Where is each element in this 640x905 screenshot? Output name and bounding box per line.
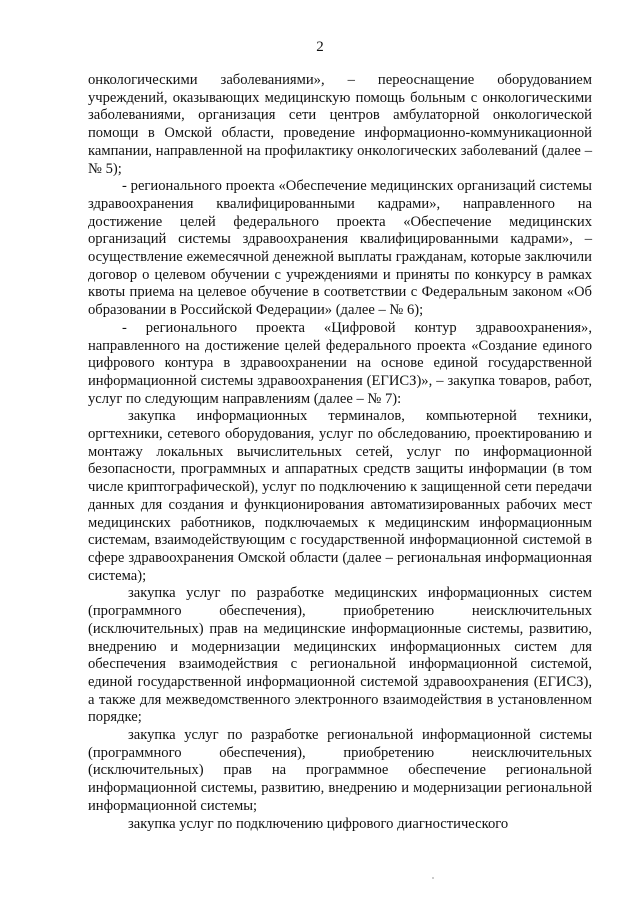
paragraph: закупка информационных терминалов, компьютерной техники, оргтехники, сетевого оборудования, услуг по обследованию, проектированию и монтажу локальных вычислительных сетей, услуг по информационной безопасности, программных и аппаратных средств защиты информации (в том числе криптографической), услуг по подключению к защищенной сети передачи данных для создания и функционирования автоматизированных рабочих мест медицинских работников, подключаемых к медицинским информационным системам, взаимодействующим с государственной информационной системой в сфере здравоохранения Омской области (далее – региональная информационная система);: [88, 408, 592, 584]
paragraph: онкологическими заболеваниями», – переоснащение оборудованием учреждений, оказывающих медицинскую помощь больным с онкологическими заболеваниями, организация сети центров амбулаторной онкологической помощи в Омской области, проведение информационно-коммуникационной кампании, направленной на профилактику онкологических заболеваний (далее – № 5);: [88, 72, 592, 177]
scan-speck: [432, 877, 434, 879]
paragraph: закупка услуг по разработке медицинских информационных систем (программного обеспечения), приобретению неисключительных (исключительных) прав на медицинские информационные системы, развитию, внедрению и модернизации медицинских информационных систем для обеспечения взаимодействия с региональной информационной системой, единой государственной информационной системой здравоохранения (ЕГИСЗ), а также для межведомственного электронного взаимодействия в установленном порядке;: [88, 585, 592, 726]
paragraph: - регионального проекта «Обеспечение медицинских организаций системы здравоохранения квалифицированными кадрами», направленного на достижение целей федерального проекта «Обеспечение медицинских организаций системы здравоохранения квалифицированными кадрами», – осуществление ежемесячной денежной выплаты гражданам, которые заключили договор о целевом обучении с учреждениями и приняты по конкурсу в рамках квоты приема на целевое обучение в соответствии с Федеральным законом «Об образовании в Российской Федерации» (далее – № 6);: [88, 178, 592, 319]
body-text: [88, 72, 592, 833]
paragraph: закупка услуг по разработке региональной информационной системы (программного обеспечения), приобретению неисключительных (исключительных) прав на программное обеспечение региональной информационной системы, развитию, внедрению и модернизации региональной информационной системы;: [88, 727, 592, 814]
page-number: 2: [316, 39, 324, 55]
paragraph: закупка услуг по подключению цифрового диагностического: [128, 815, 509, 832]
paragraph: - регионального проекта «Цифровой контур здравоохранения», направленного на достижение целей федерального проекта «Создание единого цифрового контура в здравоохранении на основе единой государственной информационной системы здравоохранения (ЕГИСЗ)», – закупка товаров, работ, услуг по следующим направлениям (далее – № 7):: [88, 319, 592, 407]
